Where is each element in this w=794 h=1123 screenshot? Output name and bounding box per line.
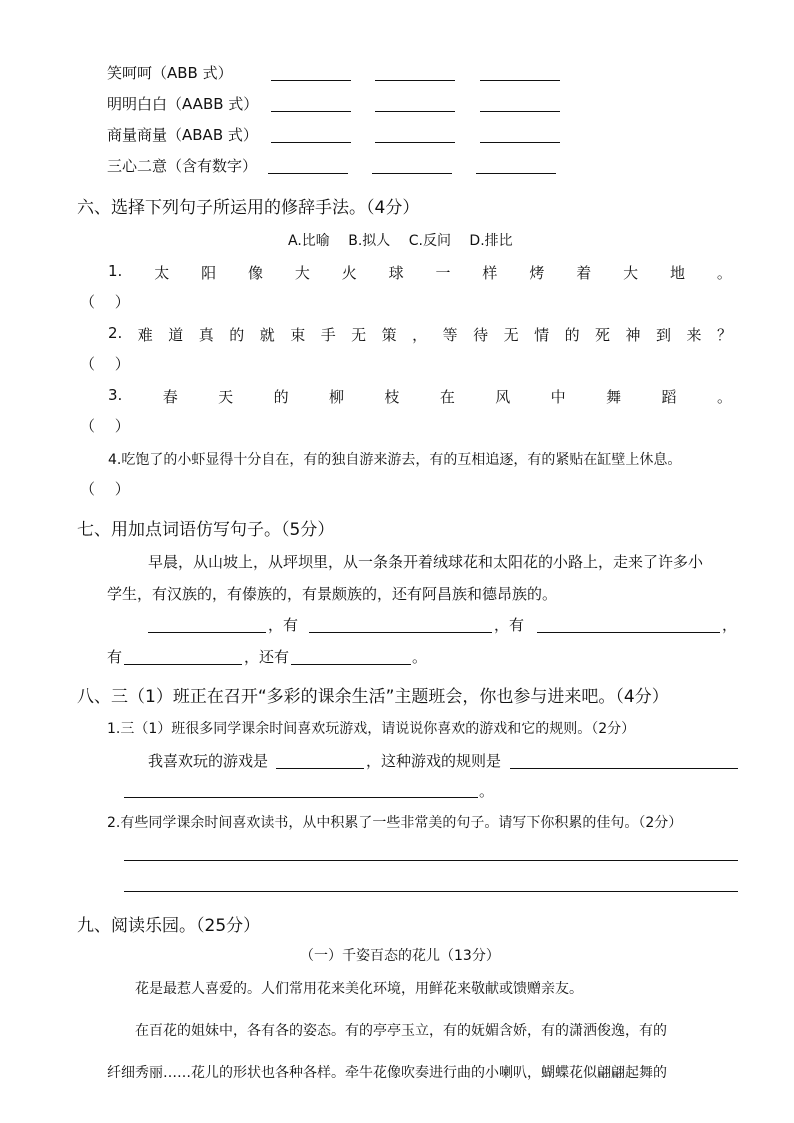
word-row-4-blank-2[interactable] xyxy=(372,173,452,174)
s6-q3-char: 3. xyxy=(108,386,123,404)
section-7-heading: 七、用加点词语仿写句子。（5分） xyxy=(77,520,335,540)
s6-question-4: 4.吃饱了的小虾显得十分自在，有的独自游来游去，有的互相追逐，有的紧贴在缸壁上休息。 xyxy=(108,452,682,468)
s6-q2-char: 就 xyxy=(259,326,275,344)
s6-q1-char: 球 xyxy=(388,264,404,282)
s6-q2-char: 待 xyxy=(473,326,489,344)
s6-q1-char: 像 xyxy=(247,264,263,282)
s7-period: 。 xyxy=(412,648,428,666)
s6-q1-char: 太 xyxy=(154,264,170,282)
s6-q1-char: 阳 xyxy=(201,264,217,282)
s8-q1-end: 。 xyxy=(479,782,495,800)
s6-q3-char: 在 xyxy=(439,388,455,406)
s6-q3-char: 中 xyxy=(550,388,566,406)
s6-q2-answer-paren[interactable]: （ ） xyxy=(80,355,130,373)
word-row-4-blank-3[interactable] xyxy=(476,173,556,174)
s7-blank-5[interactable] xyxy=(291,664,411,665)
s8-q2-answer-line-2[interactable] xyxy=(124,891,738,892)
word-row-1-label: 笑呵呵（ABB 式） xyxy=(107,64,233,82)
s6-q1-char: 样 xyxy=(482,264,498,282)
reading-1-paragraph-2-line-1: 在百花的姐妹中，各有各的姿态。有的亭亭玉立，有的妩媚含娇，有的潇洒俊逸，有的 xyxy=(135,1023,667,1039)
s6-q2-char: 来 xyxy=(686,326,702,344)
s6-q3-char: 春 xyxy=(162,388,178,406)
s8-q1-prompt-a: 我喜欢玩的游戏是 xyxy=(148,752,269,770)
s8-q2-answer-line-1[interactable] xyxy=(124,860,738,861)
s6-q3-char: 。 xyxy=(716,388,732,406)
s6-q2-char: 难 xyxy=(137,326,153,344)
s6-q2-char: 无 xyxy=(351,326,367,344)
s6-q2-char: 真 xyxy=(198,326,214,344)
word-row-3-blank-1[interactable] xyxy=(271,142,351,143)
s6-q3-char: 舞 xyxy=(606,388,622,406)
s6-q2-char: 2. xyxy=(108,324,123,342)
s6-q2-char: 情 xyxy=(534,326,550,344)
s8-q1-prompt-b: ，这种游戏的规则是 xyxy=(366,752,502,770)
s6-q3-char: 的 xyxy=(273,388,289,406)
s7-blank-2[interactable] xyxy=(309,632,492,633)
s8-question-1: 1.三（1）班很多同学课余时间喜欢玩游戏，请说说你喜欢的游戏和它的规则。（2分） xyxy=(107,721,636,737)
s6-q2-char: 手 xyxy=(320,326,336,344)
reading-1-paragraph-2-line-2: 纤细秀丽……花儿的形状也各种各样。牵牛花像吹奏进行曲的小喇叭，蝴蝶花似翩翩起舞的 xyxy=(107,1065,667,1081)
s6-q1-char: 。 xyxy=(716,264,732,282)
s6-q2-char: ？ xyxy=(716,326,732,344)
word-row-1-blank-2[interactable] xyxy=(375,80,455,81)
s7-comma: ， xyxy=(722,616,738,634)
word-row-4-blank-1[interactable] xyxy=(268,173,348,174)
word-row-2-blank-2[interactable] xyxy=(375,111,455,112)
s6-q3-char: 天 xyxy=(218,388,234,406)
s6-q2-char: 束 xyxy=(290,326,306,344)
s6-q2-char: 神 xyxy=(625,326,641,344)
s6-q1-char: 一 xyxy=(435,264,451,282)
s7-blank-4[interactable] xyxy=(124,664,242,665)
s6-q2-char: ， xyxy=(412,326,428,344)
s6-q1-char: 烤 xyxy=(529,264,545,282)
word-row-3-blank-3[interactable] xyxy=(480,142,560,143)
word-row-2-blank-1[interactable] xyxy=(271,111,351,112)
s6-q2-char: 等 xyxy=(442,326,458,344)
section-6-heading: 六、选择下列句子所运用的修辞手法。（4分） xyxy=(77,198,420,218)
word-row-3-label: 商量商量（ABAB 式） xyxy=(107,126,258,144)
s6-question-2 xyxy=(108,324,732,345)
s6-q1-char: 地 xyxy=(669,264,685,282)
word-row-2-label: 明明白白（AABB 式） xyxy=(107,95,259,113)
s6-q3-char: 蹈 xyxy=(661,388,677,406)
s7-you-2: ，有 xyxy=(494,616,525,634)
word-row-1-blank-3[interactable] xyxy=(480,80,560,81)
s8-q1-rule-blank-2[interactable] xyxy=(124,797,478,798)
s6-q3-char: 风 xyxy=(495,388,511,406)
s6-q2-char: 到 xyxy=(656,326,672,344)
s6-question-3 xyxy=(108,386,732,407)
s6-q1-char: 1. xyxy=(108,262,123,280)
s6-q2-char: 的 xyxy=(564,326,580,344)
s6-q1-char: 火 xyxy=(341,264,357,282)
s7-you-1: ，有 xyxy=(268,616,299,634)
s8-question-2: 2.有些同学课余时间喜欢读书，从中积累了一些非常美的句子。请写下你积累的佳句。（2分） xyxy=(107,815,683,831)
reading-1-paragraph-1: 花是最惹人喜爱的。人们常用花来美化环境，用鲜花来敬献或馈赠亲友。 xyxy=(135,981,583,997)
s6-q1-char: 大 xyxy=(623,264,639,282)
word-row-2-blank-3[interactable] xyxy=(480,111,560,112)
reading-1-title: （一）千姿百态的花儿（13分） xyxy=(300,948,500,964)
s6-q2-char: 无 xyxy=(503,326,519,344)
s6-q3-char: 枝 xyxy=(384,388,400,406)
s6-q2-char: 死 xyxy=(595,326,611,344)
s7-haiyou: ，还有 xyxy=(244,648,290,666)
s6-q1-answer-paren[interactable]: （ ） xyxy=(80,293,130,311)
s7-you-3: 有 xyxy=(107,648,123,666)
s7-example-line-1: 早晨，从山坡上，从坪坝里，从一条条开着绒球花和太阳花的小路上，走来了许多小 xyxy=(148,553,704,571)
s6-q1-char: 着 xyxy=(576,264,592,282)
word-row-3-blank-2[interactable] xyxy=(375,142,455,143)
s6-question-1 xyxy=(108,262,732,283)
section-8-heading: 八、三（1）班正在召开“多彩的课余生活”主题班会，你也参与进来吧。（4分） xyxy=(77,687,669,707)
s6-q1-char: 大 xyxy=(294,264,310,282)
s8-q1-rule-blank-1[interactable] xyxy=(510,768,738,769)
word-row-4-label: 三心二意（含有数字） xyxy=(107,157,258,175)
section-9-heading: 九、阅读乐园。（25分） xyxy=(77,916,261,936)
rhetoric-options: A.比喻 B.拟人 C.反问 D.排比 xyxy=(288,233,513,249)
word-row-1-blank-1[interactable] xyxy=(271,80,351,81)
s6-q3-char: 柳 xyxy=(328,388,344,406)
s6-q2-char: 的 xyxy=(229,326,245,344)
s6-q2-char: 策 xyxy=(381,326,397,344)
s6-q3-answer-paren[interactable]: （ ） xyxy=(80,417,130,435)
s7-blank-3[interactable] xyxy=(537,632,720,633)
s6-q2-char: 道 xyxy=(168,326,184,344)
s8-q1-game-blank[interactable] xyxy=(276,768,364,769)
s7-blank-1[interactable] xyxy=(148,632,266,633)
s7-example-line-2: 学生，有汉族的，有傣族的，有景颇族的，还有阿昌族和德昂族的。 xyxy=(107,585,558,603)
s6-q4-answer-paren[interactable]: （ ） xyxy=(80,480,130,498)
